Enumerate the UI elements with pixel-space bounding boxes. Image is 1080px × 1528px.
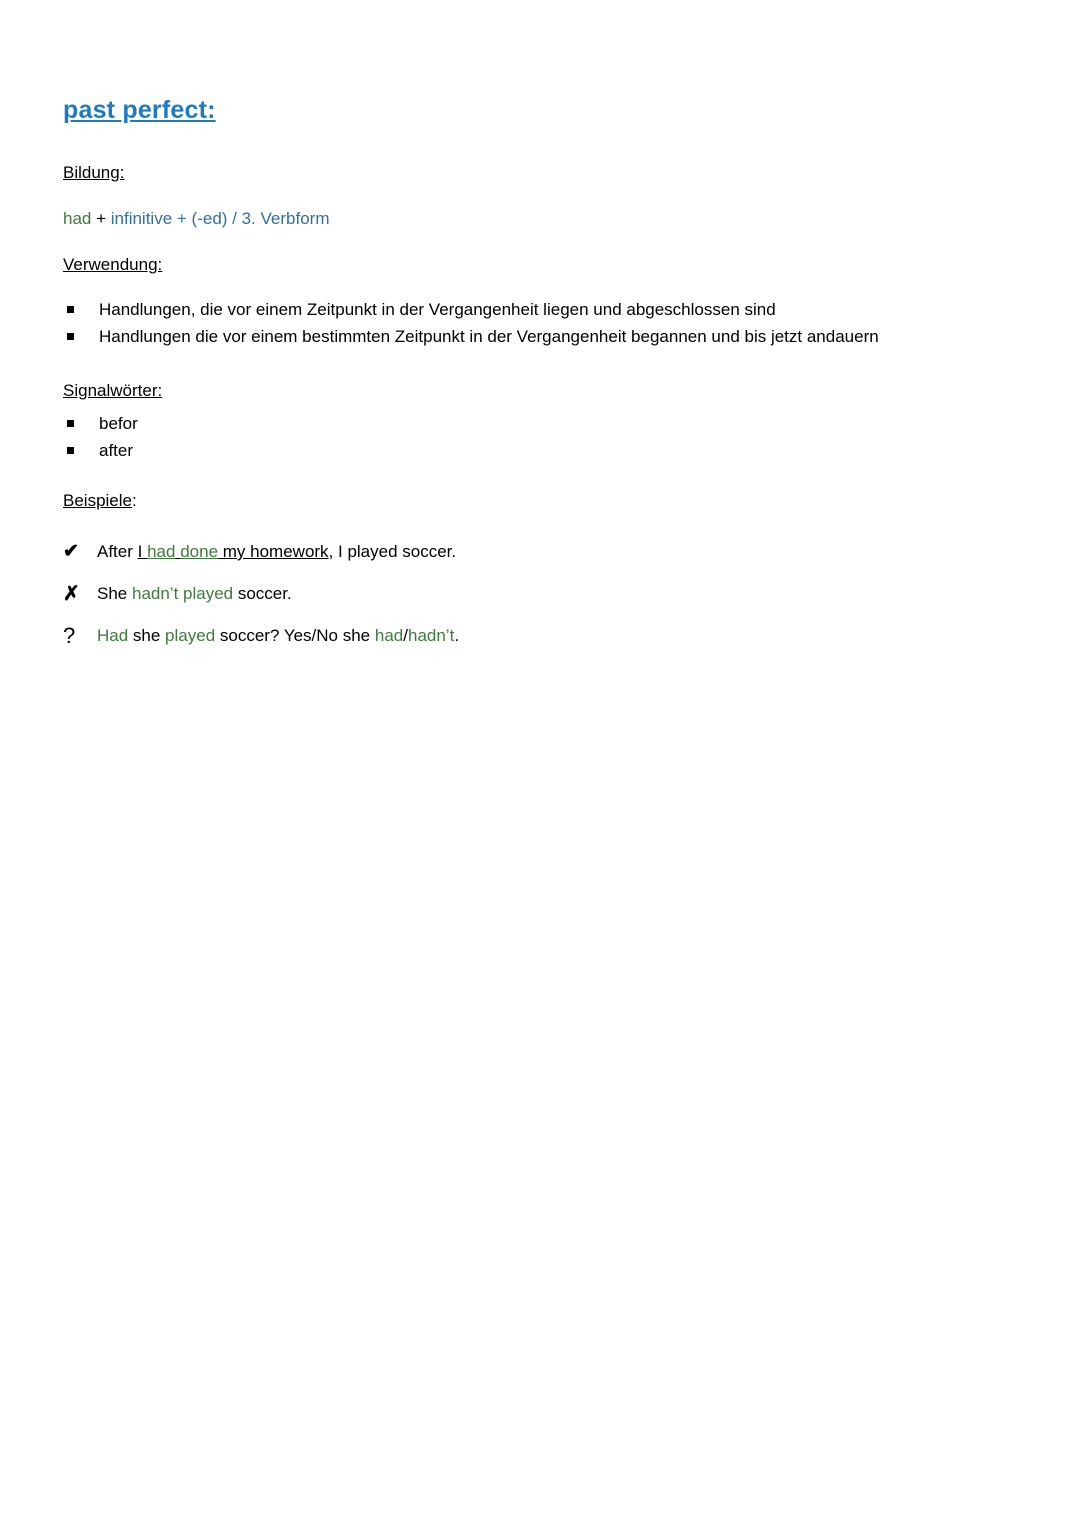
example-row-negative <box>63 583 1013 605</box>
section-label-signalwoerter: Signalwörter: <box>63 381 163 400</box>
examples-list <box>63 541 1013 647</box>
example-segment: She <box>97 584 132 603</box>
page-title: past perfect: <box>63 96 216 124</box>
example-segment: hadn’t <box>407 626 455 645</box>
example-row-affirmative <box>63 541 1013 563</box>
formula-part-had: had <box>63 209 92 228</box>
formula-plus: + <box>91 209 111 228</box>
section-label-beispiele-text: Beispiele <box>63 491 132 510</box>
example-segment: soccer. <box>233 584 292 603</box>
verwendung-list <box>63 297 1013 350</box>
example-segment: had <box>147 542 176 561</box>
example-text <box>97 625 1013 647</box>
example-segment: done <box>180 542 219 561</box>
section-label-beispiele-colon: : <box>132 491 137 510</box>
section-label-verwendung: Verwendung: <box>63 255 163 274</box>
example-segment: , I played soccer. <box>328 542 457 561</box>
list-item: befor <box>63 411 1013 437</box>
example-segment: After <box>97 542 138 561</box>
example-row-question <box>63 625 1013 647</box>
formula-part-infinitive: infinitive + (-ed) / 3. Verbform <box>110 209 330 228</box>
document-content <box>63 96 1013 667</box>
question-mark-icon: ? <box>63 623 76 648</box>
example-segment: hadn’t played <box>131 584 234 603</box>
formula-line <box>63 209 1013 229</box>
section-label-bildung: Bildung: <box>63 163 125 182</box>
example-segment: she <box>128 626 166 645</box>
example-segment: my homework <box>218 542 329 561</box>
signalwoerter-list <box>63 411 1013 464</box>
example-segment: played <box>165 626 216 645</box>
section-label-beispiele <box>63 491 1013 511</box>
example-segment: soccer? Yes/No she <box>215 626 375 645</box>
list-item: Handlungen die vor einem bestimmten Zeitpunkt in der Vergangenheit begannen und bis jetzt andauern <box>63 324 1013 350</box>
check-mark-icon: ✔ <box>63 541 79 562</box>
example-text <box>97 541 1013 563</box>
example-text <box>97 583 1013 605</box>
list-item: Handlungen, die vor einem Zeitpunkt in der Vergangenheit liegen und abgeschlossen sind <box>63 297 1013 323</box>
example-segment: I <box>137 542 143 561</box>
example-segment: / <box>403 626 408 645</box>
cross-mark-icon: ✗ <box>63 583 80 605</box>
example-segment: . <box>454 626 460 645</box>
example-segment: had <box>374 626 404 645</box>
example-segment: Had <box>97 626 129 645</box>
list-item: after <box>63 438 1013 464</box>
